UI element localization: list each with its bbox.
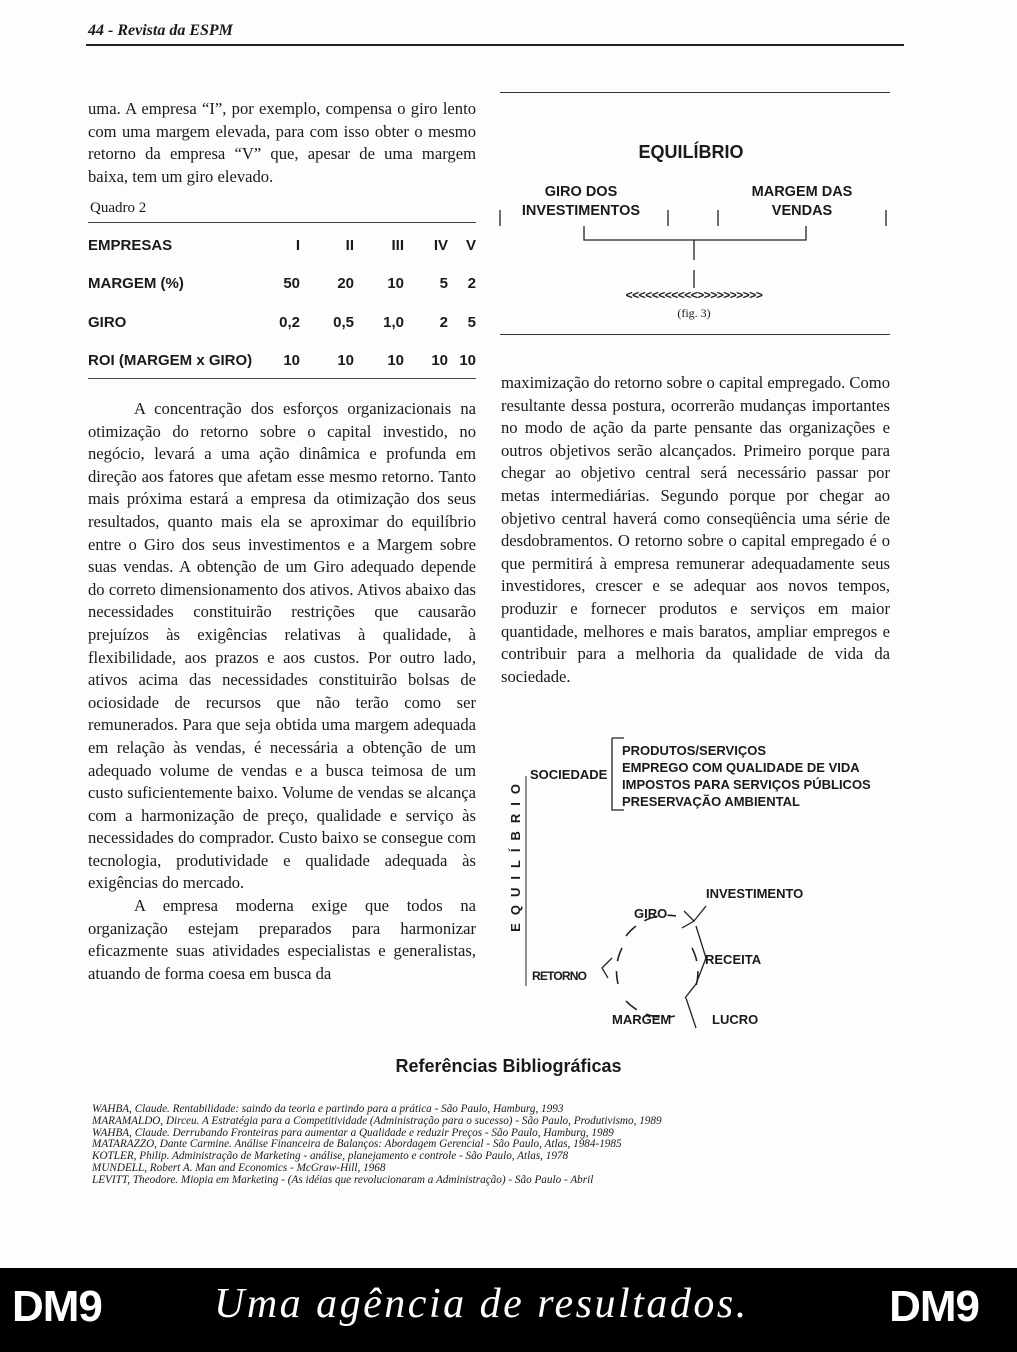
dm9-logo-right: DM9 <box>889 1282 979 1331</box>
fig3-arrows: <<<<<<<<<<<>>>>>>>>>> <box>625 288 763 302</box>
fig3-bottom-rule <box>500 334 890 335</box>
giro-label: GIRO <box>634 906 668 921</box>
quadro-2-table <box>88 226 476 380</box>
table-cell: 20 <box>337 275 354 293</box>
table-cell: 10 <box>387 352 404 370</box>
table-bottom-rule <box>88 378 476 379</box>
benefit-item: IMPOSTOS PARA SERVIÇOS PÚBLICOS <box>622 777 871 792</box>
footer-ad-banner <box>0 1268 1017 1352</box>
dm9-logo-left: DM9 <box>12 1282 102 1331</box>
table-header-cell: EMPRESAS <box>88 236 173 254</box>
table-cell: 2 <box>467 275 476 293</box>
fig3-right-label-line: MARGEM DAS <box>751 184 853 200</box>
reference-item: MARAMALDO, Dirceu. A Estratégia para a Competitividade (Administração para o sucesso) - São Paulo, Produtivismo, 1989 <box>92 1114 662 1127</box>
reference-item: WAHBA, Claude. Derrubando Fronteiras para aumentar a Qualidade e reduzir Preços - São Paulo, Hamburg, 1989 <box>92 1126 614 1139</box>
table-header-cell: I <box>295 236 300 254</box>
benefit-item: EMPREGO COM QUALIDADE DE VIDA <box>622 760 860 775</box>
vertical-label-text: EQUILÍBRIO <box>508 776 523 932</box>
table-cell: MARGEM (%) <box>88 275 184 293</box>
table-cell: 5 <box>467 313 476 331</box>
fig3-left-label-line: INVESTIMENTOS <box>521 203 641 219</box>
body-paragraph: A concentração dos esforços organizacionais na otimização do retorno sobre o capital investido, no negócio, levará a uma ação dinâmica e profunda em direção aos fatores que afetam esse mesmo retorno. Tanto mais próxima estará a empresa da otimização dos seus resultados, quanto mais ela se aproximar do equilíbrio entre o Giro dos seus investimentos e a Margem sobre suas vendas. A obtenção de um Giro adequado depende do correto dimensionamento dos ativos. Ativos abaixo das necessidades constituirão restrições que causarão prejuízos às exigências relativas à qualidade, à flexibilidade, aos prazos e aos custos. Por outro lado, ativos acima das necessidades constituirão bolsas de ociosidade de recursos que não terão como ser remunerados. Para que seja obtida uma margem adequada em relação às vendas, é necessária a obtenção de um adequado volume de vendas e a busca teimosa de um custo suficientemente baixo. Volume de vendas se alcança com a harmonização de preço, qualidade e serviço às necessidades do comprador. Custo baixo se consegue com tecnologia, produtividade e qualidade adequada às exigências do mercado. <box>88 399 476 893</box>
table-cell: 50 <box>283 275 300 293</box>
body-paragraph: maximização do retorno sobre o capital empregado. Como resultante dessa postura, ocorrerão mudanças importantes no modo de ação da parte pensante das organizações e outros objetivos serão alcançados. Primeiro porque para chegar ao objetivo central será necessário passar por metas intermediárias. Segundo porque por chegar ao objetivo central haverá como conseqüência uma série de desdobramentos. O retorno sobre o capital empregado é o que permitirá à empresa remunerar adequadamente seus investidores, crescer e se adequar aos novos tempos, produzir e fornecer produtos e serviços em maior quantidade, melhores e mais baratos, ampliar empregos e contribuir para a melhoria da qualidade de vida da sociedade. <box>501 373 890 686</box>
reference-item: MUNDELL, Robert A. Man and Economics - McGraw-Hill, 1968 <box>92 1161 386 1174</box>
page-header-title: 44 - Revista da ESPM <box>88 22 233 39</box>
table-top-rule <box>88 222 476 223</box>
fig3-title: EQUILÍBRIO <box>638 142 744 162</box>
investimento-label: INVESTIMENTO <box>706 886 804 901</box>
body-paragraph: A empresa moderna exige que todos na organização estejam preparados para harmonizar eficazmente suas atividades especialistas e generalistas, atuando de forma coesa em busca da <box>88 896 476 983</box>
table-row <box>88 303 476 342</box>
table-caption: Quadro 2 <box>90 200 147 216</box>
table-header-row <box>88 226 476 265</box>
benefits-list <box>622 742 871 810</box>
right-body <box>501 372 890 688</box>
reference-item: MATARAZZO, Dante Carmine. Análise Financeira de Balanços: Abordagem Gerencial - São Paulo, Atlas, 1984-1985 <box>92 1138 622 1151</box>
table-cell: ROI (MARGEM x GIRO) <box>88 352 253 370</box>
receita-label: RECEITA <box>705 952 762 967</box>
table-cell: 1,0 <box>383 313 404 331</box>
benefit-item: PRESERVAÇÃO AMBIENTAL <box>622 794 800 809</box>
table-header-cell: III <box>391 236 404 254</box>
lucro-label: LUCRO <box>712 1012 759 1027</box>
table-header-cell: IV <box>433 236 448 254</box>
table-cell: 5 <box>439 275 448 293</box>
references-list <box>92 1104 852 1187</box>
intro-paragraph-text: uma. A empresa “I”, por exemplo, compensa o giro lento com uma margem elevada, para com isso obter o mesmo retorno da empresa “V” que, apesar de uma margem baixa, tem um giro elevado. <box>88 99 476 186</box>
table-header-cell: II <box>345 236 354 254</box>
table-row <box>88 265 476 304</box>
fig3-caption: (fig. 3) <box>677 306 711 320</box>
benefit-item: PRODUTOS/SERVIÇOS <box>622 743 766 758</box>
table-row <box>88 342 476 381</box>
ad-slogan: Uma agência de resultados. <box>214 1281 749 1327</box>
table-cell: 0,2 <box>279 313 300 331</box>
sociedade-label: SOCIEDADE <box>530 767 608 782</box>
table-cell: 10 <box>431 352 448 370</box>
references-title: Referências Bibliográficas <box>395 1056 622 1076</box>
left-body <box>88 398 476 985</box>
equilibrio-cycle-diagram <box>500 736 900 1036</box>
reference-item: KOTLER, Philip. Administração de Marketing - análise, planejamento e controle - São Paulo, Atlas, 1978 <box>92 1150 569 1163</box>
table-cell: 0,5 <box>333 313 354 331</box>
header-rule <box>86 44 904 46</box>
table-header-cell: V <box>465 236 476 254</box>
intro-paragraph <box>88 98 476 188</box>
reference-item: LEVITT, Theodore. Miopia em Marketing - (As idéias que revolucionaram a Administração) - São Paulo - Abril <box>92 1173 594 1186</box>
retorno-label: RETORNO <box>532 969 587 983</box>
table-cell: 10 <box>387 275 404 293</box>
fig3-left-label-line: GIRO DOS <box>544 184 618 200</box>
table-cell: 10 <box>459 352 476 370</box>
fig3-top-rule <box>500 92 890 93</box>
table-cell: 2 <box>439 313 448 331</box>
fig3-equilibrio-diagram <box>496 130 892 330</box>
margem-label: MARGEM <box>612 1012 672 1027</box>
table-cell: 10 <box>283 352 300 370</box>
table-cell: GIRO <box>88 313 127 331</box>
fig3-right-label-line: VENDAS <box>771 203 833 219</box>
reference-item: WAHBA, Claude. Rentabilidade: saindo da teoria e partindo para a prática - São Paulo, Hamburg, 1993 <box>92 1103 564 1115</box>
table-cell: 10 <box>337 352 354 370</box>
